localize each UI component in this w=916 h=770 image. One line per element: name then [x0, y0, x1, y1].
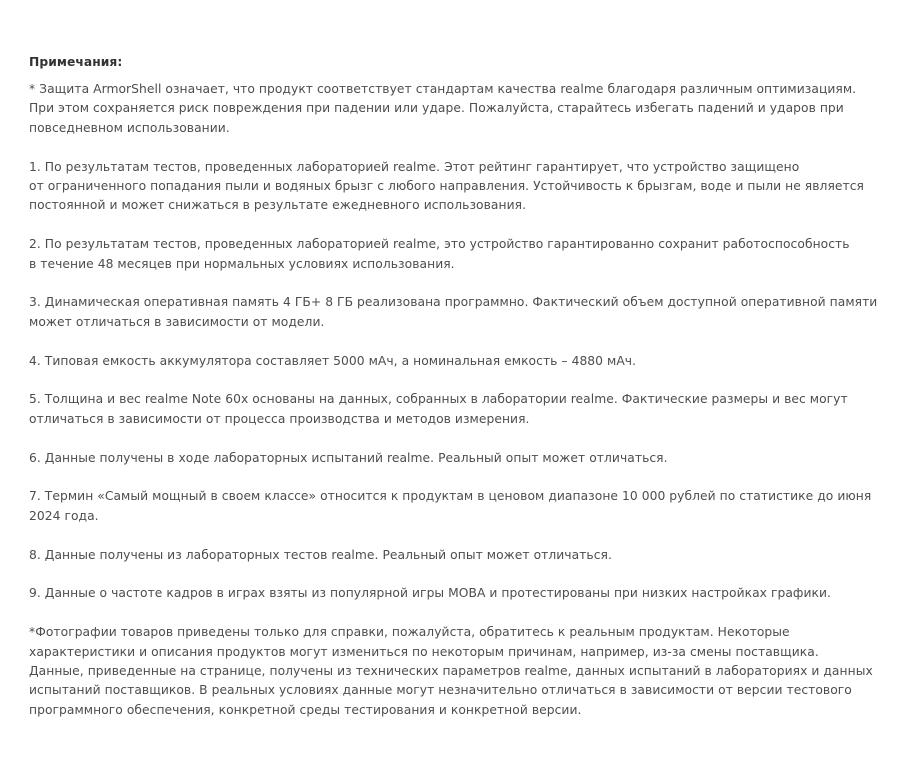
note-line: При этом сохраняется риск повреждения при падении или ударе. Пожалуйста, старайтесь избегать падений и ударов при	[29, 101, 844, 116]
note-line: * Защита ArmorShell означает, что продукт соответствует стандартам качества realme благодаря различным оптимизациям.	[29, 82, 857, 96]
note-line: 2. По результатам тестов, проведенных лабораторией realme, это устройство гарантированно сохранит работоспособность	[29, 237, 850, 252]
note-line: от ограниченного попадания пыли и водяных брызг с любого направления. Устойчивость к брызгам, воде и пыли не является	[29, 179, 864, 194]
note-3	[29, 293, 909, 332]
note-line: Данные, приведенные на странице, получены из технических параметров realme, данных испытаний в лабораториях и данных	[29, 664, 873, 679]
note-line: программного обеспечения, конкретной среды тестирования и конкретной версии.	[29, 702, 582, 717]
note-line: испытаний поставщиков. В реальных условиях данные могут незначительно отличаться в зависимости от версии тестового	[29, 683, 852, 698]
note-1	[29, 158, 909, 216]
note-line: отличаться в зависимости от процесса производства и методов измерения.	[29, 411, 530, 426]
note-line: 3. Динамическая оперативная память 4 ГБ+ 8 ГБ реализована программно. Фактический объем доступной оперативной памяти	[29, 295, 878, 310]
note-line: 4. Типовая емкость аккумулятора составляет 5000 мАч, а номинальная емкость – 4880 мАч.	[29, 353, 637, 368]
note-line: 7. Термин «Самый мощный в своем классе» относится к продуктам в ценовом диапазоне 10 000 рублей по статистике до июня	[29, 489, 872, 504]
note-9	[29, 584, 909, 603]
note-line: повседневном использовании.	[29, 120, 230, 135]
note-5	[29, 390, 909, 429]
notes-title: Примечания:	[29, 55, 123, 69]
note-6	[29, 449, 909, 468]
note-8	[29, 546, 909, 565]
note-4	[29, 352, 909, 371]
note-line: постоянной и может снижаться в результате ежедневного использования.	[29, 198, 527, 213]
note-line: 8. Данные получены из лабораторных тестов realme. Реальный опыт может отличаться.	[29, 547, 612, 562]
note-7	[29, 487, 909, 526]
note-line: в течение 48 месяцев при нормальных условиях использования.	[29, 256, 455, 271]
note-line: характеристики и описания продуктов могут измениться по некоторым причинам, например, из-за смены поставщика.	[29, 644, 819, 659]
note-photos-disclaimer	[29, 623, 909, 720]
note-line: 6. Данные получены в ходе лабораторных испытаний realme. Реальный опыт может отличаться.	[29, 450, 668, 465]
note-line: может отличаться в зависимости от модели.	[29, 314, 325, 329]
note-2	[29, 235, 909, 274]
note-line: 5. Толщина и вес realme Note 60x основаны на данных, собранных в лаборатории realme. Фактические размеры и вес могут	[29, 392, 848, 407]
note-line: *Фотографии товаров приведены только для справки, пожалуйста, обратитесь к реальным продуктам. Некоторые	[29, 625, 790, 640]
note-line: 2024 года.	[29, 508, 99, 523]
note-line: 9. Данные о частоте кадров в играх взяты из популярной игры MOBA и протестированы при низких настройках графики.	[29, 586, 831, 601]
note-armorshell	[29, 80, 909, 138]
note-line: 1. По результатам тестов, проведенных лабораторией realme. Этот рейтинг гарантирует, что устройство защищено	[29, 159, 800, 174]
notes-section	[29, 53, 909, 740]
